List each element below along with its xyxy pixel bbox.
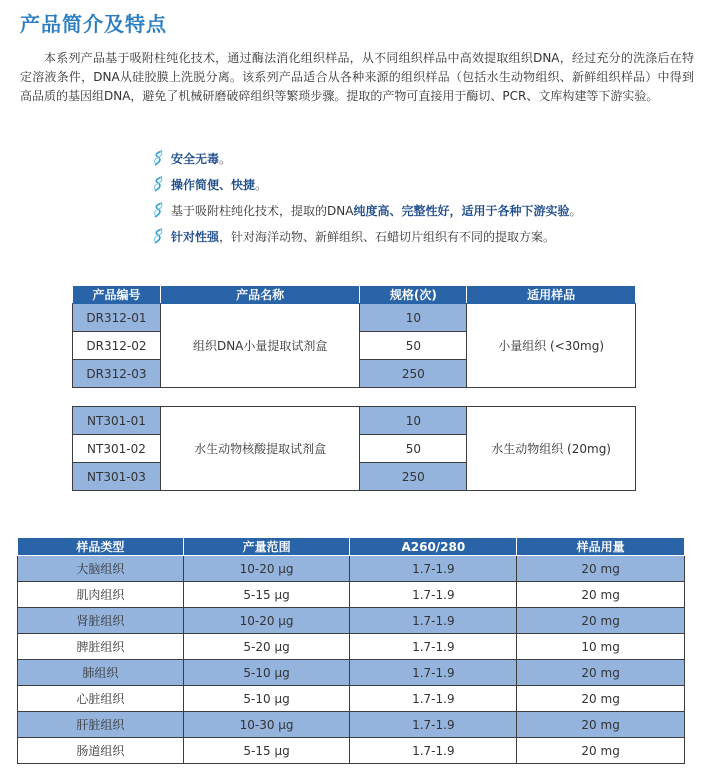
feature-bold: 纯度高、完整性好，适用于各种下游实验	[353, 203, 570, 218]
feature-rest: 。	[569, 203, 582, 218]
table-cell: 肠道组织	[18, 738, 184, 764]
feature-item	[150, 171, 581, 197]
product-table-nt301	[72, 406, 636, 491]
table-row	[18, 582, 685, 608]
table-cell: 肝脏组织	[18, 712, 184, 738]
table-cell: 1.7-1.9	[350, 686, 517, 712]
table-cell: 1.7-1.9	[350, 660, 517, 686]
table-cell: 10 mg	[517, 634, 685, 660]
product-sample: 水生动物组织 (20mg)	[467, 407, 636, 491]
table-cell: 1.7-1.9	[350, 634, 517, 660]
product-code: DR312-03	[73, 360, 161, 388]
table-cell: 1.7-1.9	[350, 738, 517, 764]
table-cell: 5-15 μg	[183, 582, 350, 608]
table-cell: 20 mg	[517, 738, 685, 764]
table-cell: 1.7-1.9	[350, 556, 517, 582]
header-cell: 产品编号	[73, 286, 161, 304]
product-spec: 50	[360, 332, 467, 360]
table-cell: 肌肉组织	[18, 582, 184, 608]
header-cell: 样品类型	[18, 538, 184, 556]
feature-bold: 针对性强	[171, 229, 220, 244]
product-code: DR312-02	[73, 332, 161, 360]
header-cell: 规格(次)	[360, 286, 467, 304]
dna-icon	[150, 149, 168, 167]
table-row	[18, 712, 685, 738]
table-cell: 大脑组织	[18, 556, 184, 582]
product-spec: 50	[360, 435, 467, 463]
table-row	[18, 634, 685, 660]
product-code: NT301-02	[73, 435, 161, 463]
table-row	[18, 660, 685, 686]
table-row	[73, 407, 636, 435]
table-cell: 20 mg	[517, 556, 685, 582]
product-spec: 10	[360, 304, 467, 332]
feature-list	[150, 145, 581, 249]
feature-rest: 。	[255, 177, 268, 192]
header-cell: 产量范围	[183, 538, 350, 556]
product-spec: 250	[360, 360, 467, 388]
table-cell: 20 mg	[517, 712, 685, 738]
feature-prefix: 基于吸附柱纯化技术，提取的DNA	[171, 203, 354, 218]
dna-icon	[150, 227, 168, 245]
table-cell: 肺组织	[18, 660, 184, 686]
page-title: 产品简介及特点	[20, 12, 167, 36]
table-cell: 5-20 μg	[183, 634, 350, 660]
product-name: 组织DNA小量提取试剂盒	[160, 304, 360, 388]
product-name: 水生动物核酸提取试剂盒	[160, 407, 360, 491]
table-cell: 心脏组织	[18, 686, 184, 712]
table-cell: 5-10 μg	[183, 660, 350, 686]
sample-table	[17, 537, 685, 764]
table-cell: 1.7-1.9	[350, 608, 517, 634]
feature-bold: 操作简便、快捷	[171, 177, 256, 192]
feature-item	[150, 145, 581, 171]
product-code: NT301-01	[73, 407, 161, 435]
feature-rest: ，针对海洋动物、新鲜组织、石蜡切片组织有不同的提取方案。	[219, 229, 556, 244]
table-cell: 肾脏组织	[18, 608, 184, 634]
feature-item	[150, 223, 581, 249]
table-cell: 20 mg	[517, 582, 685, 608]
table-cell: 5-10 μg	[183, 686, 350, 712]
header-cell: A260/280	[350, 538, 517, 556]
product-code: DR312-01	[73, 304, 161, 332]
table-cell: 20 mg	[517, 608, 685, 634]
table-row	[73, 304, 636, 332]
intro-paragraph: 本系列产品基于吸附柱纯化技术，通过酶法消化组织样品，从不同组织样品中高效提取组织DNA，经过充分的洗涤后在特定溶液条件，DNA从硅胶膜上洗脱分离。该系列产品适合从各种来源的组织样品（包括水生动物组织、新鲜组织样品）中得到高品质的基因组DNA，避免了机械研磨破碎组织等繁琐步骤。提取的产物可直接用于酶切、PCR、文库构建等下游实验。	[20, 51, 694, 103]
header-cell: 产品名称	[160, 286, 360, 304]
product-code: NT301-03	[73, 463, 161, 491]
table-header-row	[73, 286, 636, 304]
feature-bold: 安全无毒	[171, 151, 220, 166]
table-cell: 10-30 μg	[183, 712, 350, 738]
table-cell: 1.7-1.9	[350, 712, 517, 738]
product-spec: 250	[360, 463, 467, 491]
product-table-dr312	[72, 285, 636, 388]
product-spec: 10	[360, 407, 467, 435]
table-row	[18, 738, 685, 764]
table-cell: 20 mg	[517, 660, 685, 686]
table-row	[18, 608, 685, 634]
table-cell: 10-20 μg	[183, 556, 350, 582]
table-header-row	[18, 538, 685, 556]
header-cell: 样品用量	[517, 538, 685, 556]
feature-rest: 。	[219, 151, 232, 166]
dna-icon	[150, 175, 168, 193]
dna-icon	[150, 201, 168, 219]
table-cell: 脾脏组织	[18, 634, 184, 660]
header-cell: 适用样品	[467, 286, 636, 304]
feature-item	[150, 197, 581, 223]
table-row	[18, 686, 685, 712]
table-cell: 5-15 μg	[183, 738, 350, 764]
table-cell: 1.7-1.9	[350, 582, 517, 608]
product-sample: 小量组织 (<30mg)	[467, 304, 636, 388]
table-cell: 10-20 μg	[183, 608, 350, 634]
table-cell: 20 mg	[517, 686, 685, 712]
table-row	[18, 556, 685, 582]
